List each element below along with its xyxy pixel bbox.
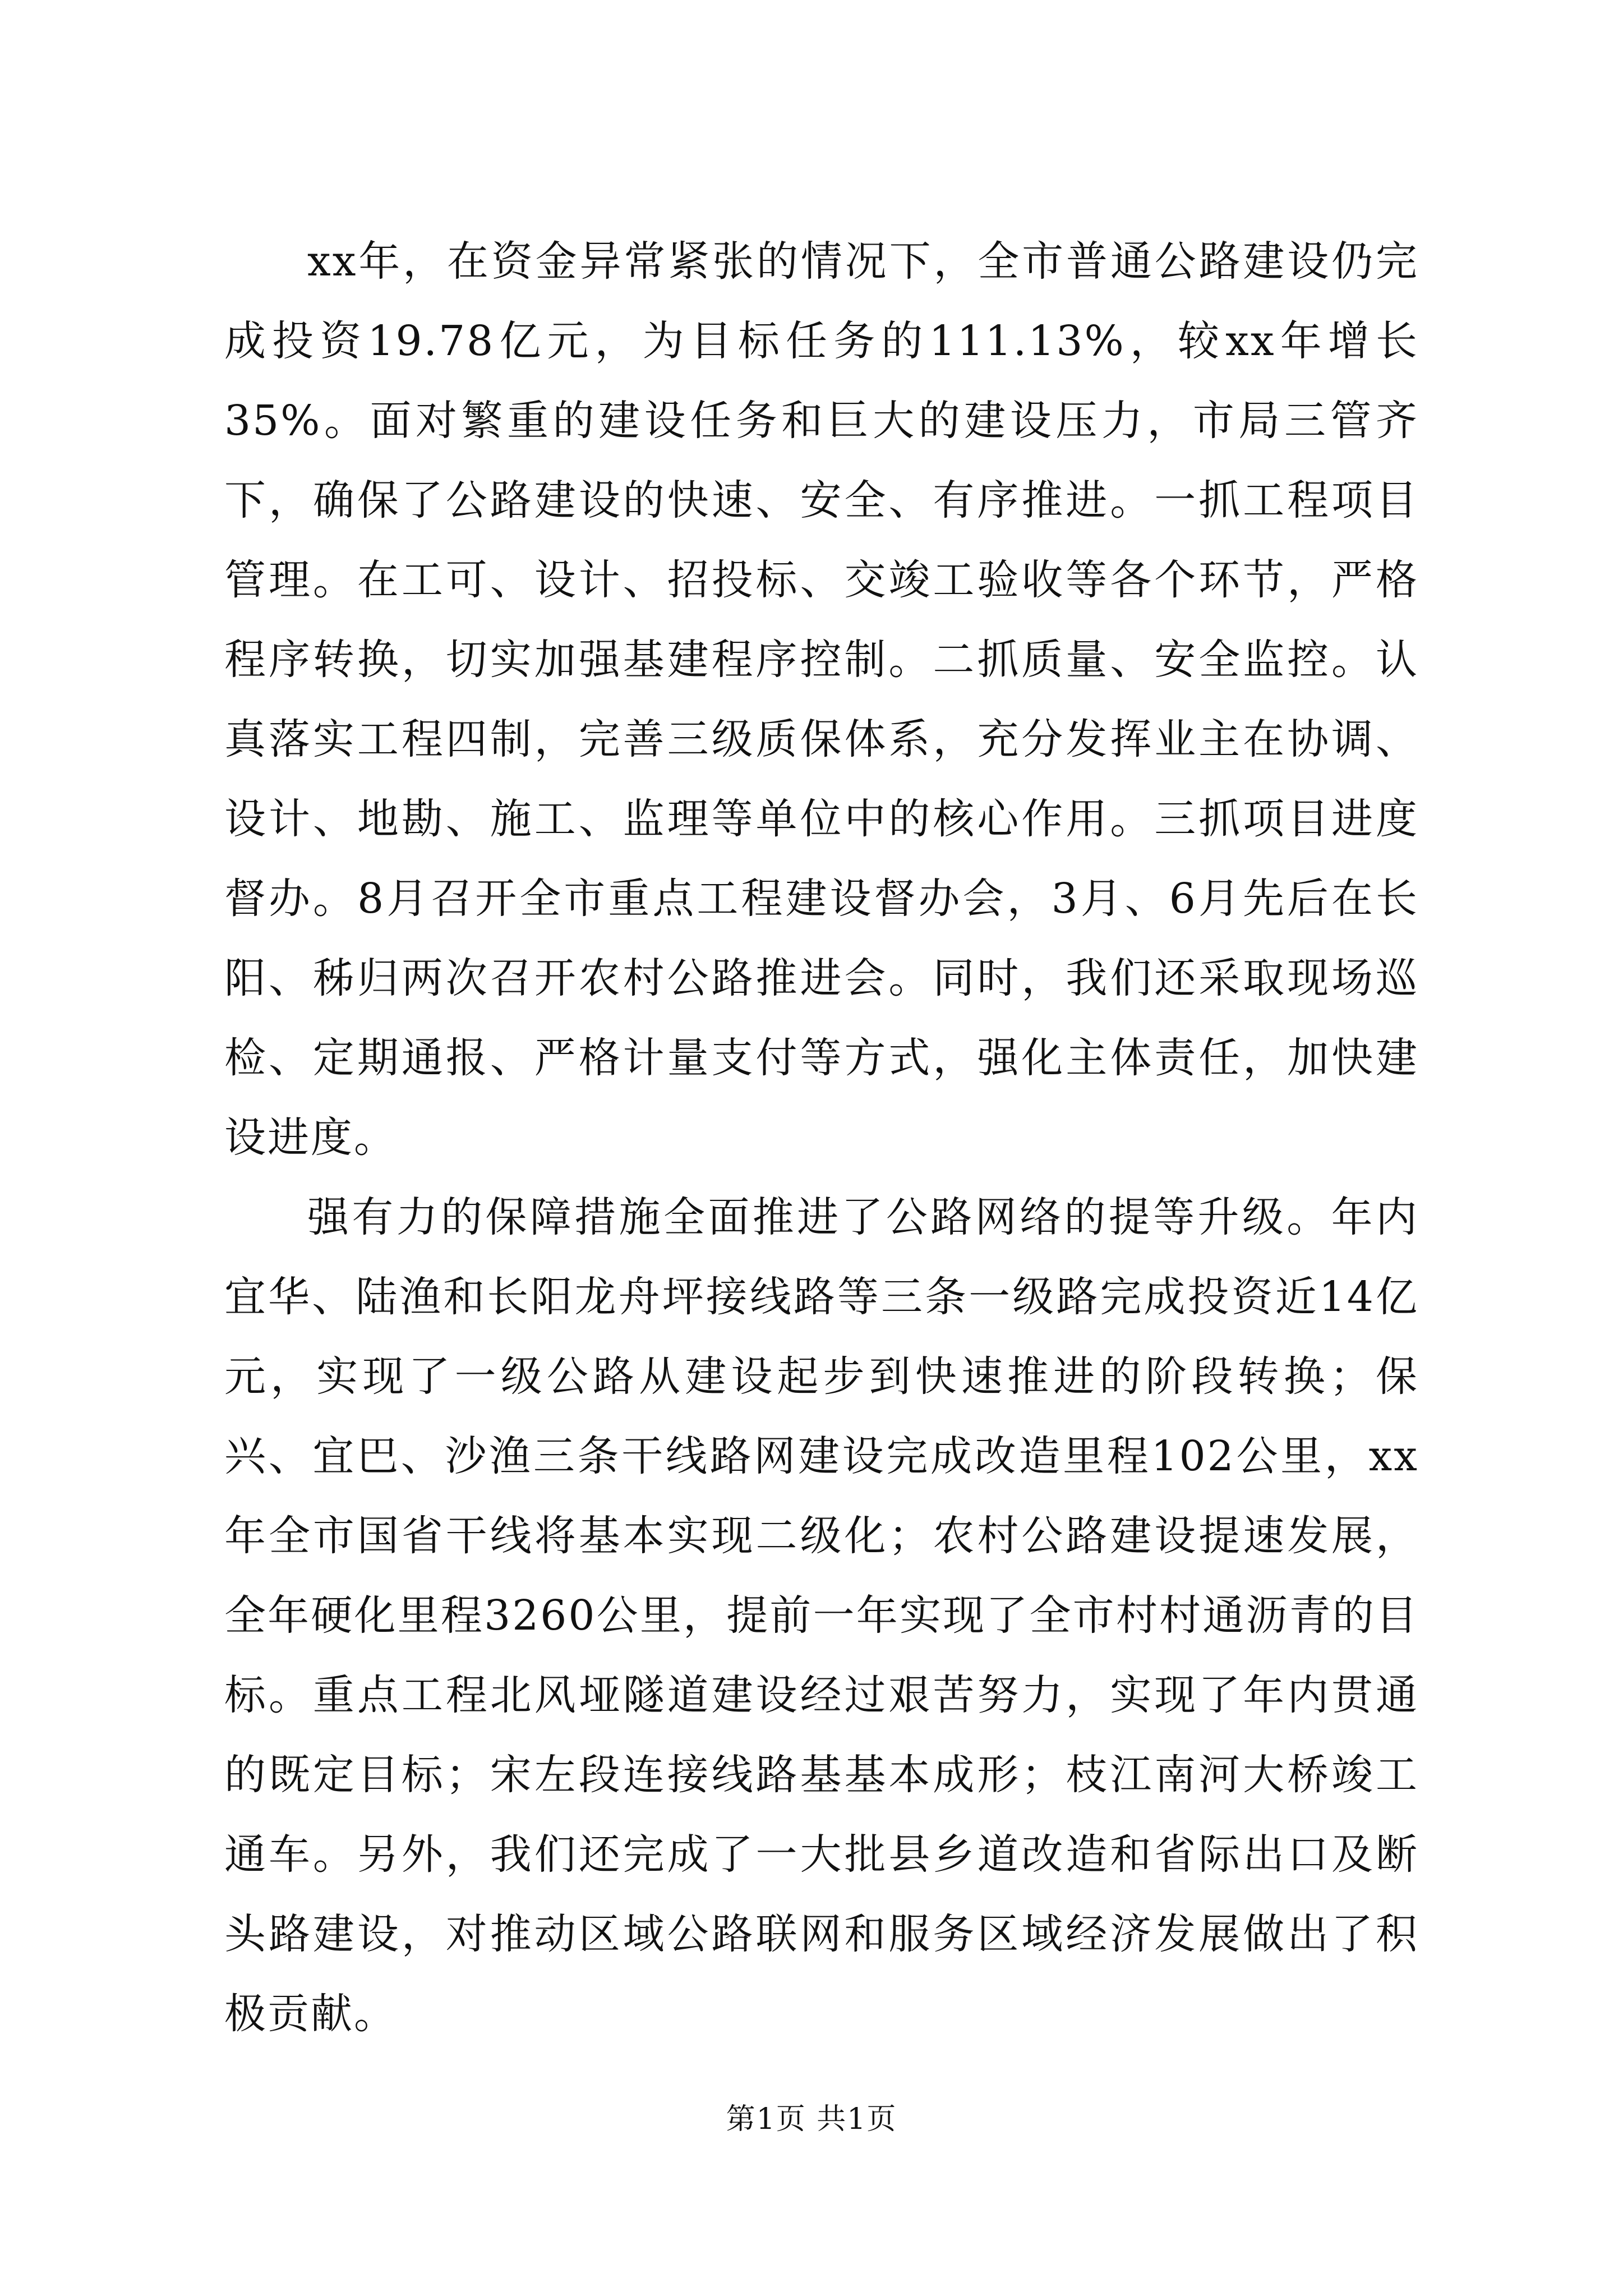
- paragraph-1: xx年，在资金异常紧张的情况下，全市普通公路建设仍完成投资19.78亿元，为目标任务的111.13%，较xx年增长35%。面对繁重的建设任务和巨大的建设压力，市局三管齐下，确保了公路建设的快速、安全、有序推进。一抓工程项目管理。在工可、设计、招投标、交竣工验收等各个环节，严格程序转换，切实加强基建程序控制。二抓质量、安全监控。认真落实工程四制，完善三级质保体系，充分发挥业主在协调、设计、地勘、施工、监理等单位中的核心作用。三抓项目进度督办。8月召开全市重点工程建设督办会，3月、6月先后在长阳、秭归两次召开农村公路推进会。同时，我们还采取现场巡检、定期通报、严格计量支付等方式，强化主体责任，加快建设进度。: [224, 237, 1419, 1162]
- document-body: [224, 222, 1419, 2054]
- page-number-footer: 第1页 共1页: [726, 2102, 897, 2136]
- paragraph-2: 强有力的保障措施全面推进了公路网络的提等升级。年内宜华、陆渔和长阳龙舟坪接线路等三条一级路完成投资近14亿元，实现了一级公路从建设起步到快速推进的阶段转换；保兴、宜巴、沙渔三条干线路网建设完成改造里程102公里，xx年全市国省干线将基本实现二级化；农村公路建设提速发展，全年硬化里程3260公里，提前一年实现了全市村村通沥青的目标。重点工程北风垭隧道建设经过艰苦努力，实现了年内贯通的既定目标；宋左段连接线路基基本成形；枝江南河大桥竣工通车。另外，我们还完成了一大批县乡道改造和省际出口及断头路建设，对推动区域公路联网和服务区域经济发展做出了积极贡献。: [224, 1193, 1419, 2038]
